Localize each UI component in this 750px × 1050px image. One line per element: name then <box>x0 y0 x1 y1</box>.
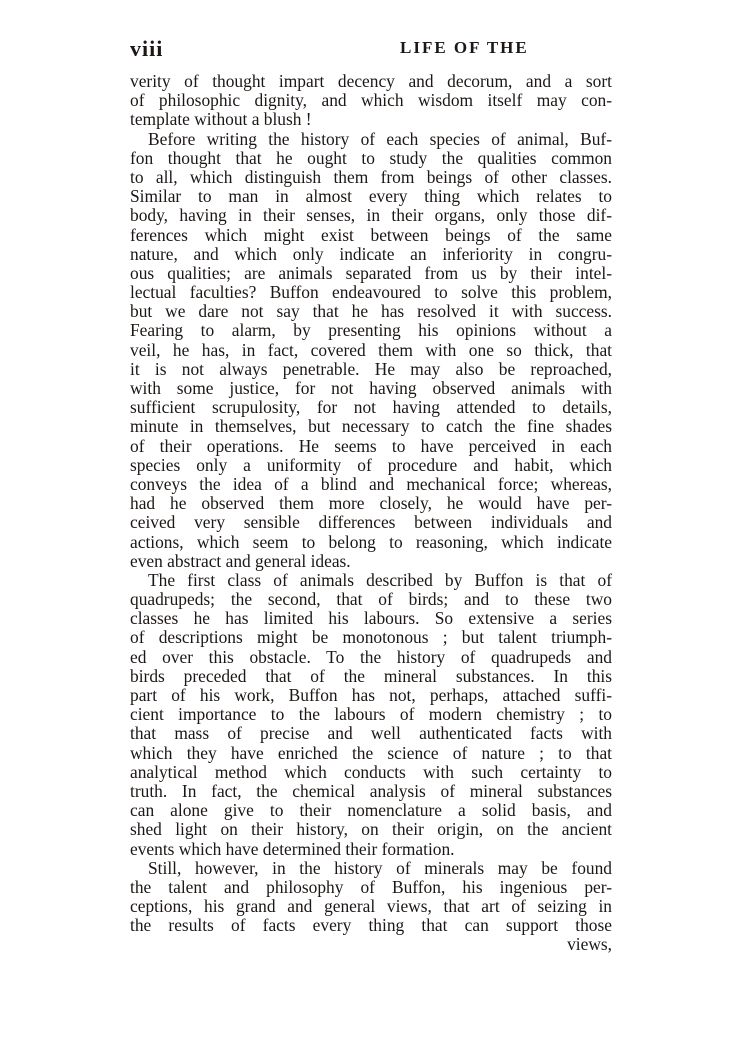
text-line: the talent and philosophy of Buffon, his ingenious per- <box>130 876 612 897</box>
text-line: nature, and which only indicate an inferiority in congru- <box>130 243 612 264</box>
text-line: birds preceded that of the mineral substances. In this <box>130 665 612 686</box>
text-line: which they have enriched the science of nature ; to that <box>130 742 612 763</box>
text-line: truth. In fact, the chemical analysis of mineral substances <box>130 780 612 801</box>
text-line: classes he has limited his labours. So extensive a series <box>130 608 612 629</box>
text-line: The first class of animals described by Buffon is that of <box>148 569 612 590</box>
text-line: cient importance to the labours of modern chemistry ; to <box>130 704 612 725</box>
text-line: body, having in their senses, in their organs, only those dif- <box>130 205 612 226</box>
text-line: even abstract and general ideas. <box>130 550 351 571</box>
text-line: quadrupeds; the second, that of birds; and to these two <box>130 589 612 610</box>
text-line: actions, which seem to belong to reasoning, which indicate <box>130 531 612 552</box>
text-line: Similar to man in almost every thing which relates to <box>130 186 612 207</box>
text-line: template without a blush ! <box>130 109 312 130</box>
text-line: part of his work, Buffon has not, perhaps, attached suffi- <box>130 685 612 705</box>
text-line: had he observed them more closely, he would have per- <box>130 493 612 514</box>
text-line: to all, which distinguish them from beings of other classes. <box>130 166 612 187</box>
text-line: of philosophic dignity, and which wisdom itself may con- <box>130 90 612 111</box>
text-line: of descriptions might be monotonous ; but talent triumph- <box>130 627 612 648</box>
body-text <box>130 72 612 955</box>
catchword: views, <box>567 934 612 955</box>
text-line: that mass of precise and well authenticated facts with <box>130 723 612 744</box>
text-line: lectual faculties? Buffon endeavoured to solve this problem, <box>130 282 612 303</box>
text-line: ceptions, his grand and general views, that art of seizing in <box>130 896 612 917</box>
paragraph-3 <box>130 571 612 859</box>
text-line: events which have determined their formation. <box>130 838 455 859</box>
paragraph-1 <box>130 72 612 130</box>
text-line: ferences which might exist between beings of the same <box>130 224 612 245</box>
text-line: veil, he has, in fact, covered them with one so thick, that <box>130 339 612 360</box>
text-line: Fearing to alarm, by presenting his opinions without a <box>130 320 612 341</box>
text-line: analytical method which conducts with such certainty to <box>130 761 612 782</box>
text-line: the results of facts every thing that can support those <box>130 915 612 936</box>
text-line: ceived very sensible differences between individuals and <box>130 512 612 533</box>
text-line: conveys the idea of a blind and mechanical force; whereas, <box>130 473 612 494</box>
text-line: verity of thought impart decency and decorum, and a sort <box>130 71 612 91</box>
text-line: fon thought that he ought to study the qualities common <box>130 147 612 168</box>
text-line: it is not always penetrable. He may also be reproached, <box>130 358 612 379</box>
paragraph-2 <box>130 130 612 571</box>
text-line: ed over this obstacle. To the history of quadrupeds and <box>130 646 612 667</box>
text-line: of their operations. He seems to have perceived in each <box>130 435 612 456</box>
text-line: species only a uniformity of procedure and habit, which <box>130 454 612 475</box>
page-number: viii <box>130 36 164 61</box>
text-line: minute in themselves, but necessary to catch the fine shades <box>130 416 612 437</box>
paragraph-4 <box>130 859 612 936</box>
text-line: Before writing the history of each species of animal, Buf- <box>148 128 612 149</box>
text-line: ous qualities; are animals separated from us by their intel- <box>130 262 612 283</box>
text-line: sufficient scrupulosity, for not having attended to details, <box>130 397 612 418</box>
running-head <box>130 36 620 62</box>
running-title: LIFE OF THE <box>400 38 529 57</box>
text-line: but we dare not say that he has resolved it with success. <box>130 301 612 322</box>
text-line: with some justice, for not having observed animals with <box>130 378 612 398</box>
text-line: can alone give to their nomenclature a solid basis, and <box>130 800 612 821</box>
text-line: shed light on their history, on their origin, on the ancient <box>130 819 612 840</box>
text-line: Still, however, in the history of minerals may be found <box>148 857 612 878</box>
